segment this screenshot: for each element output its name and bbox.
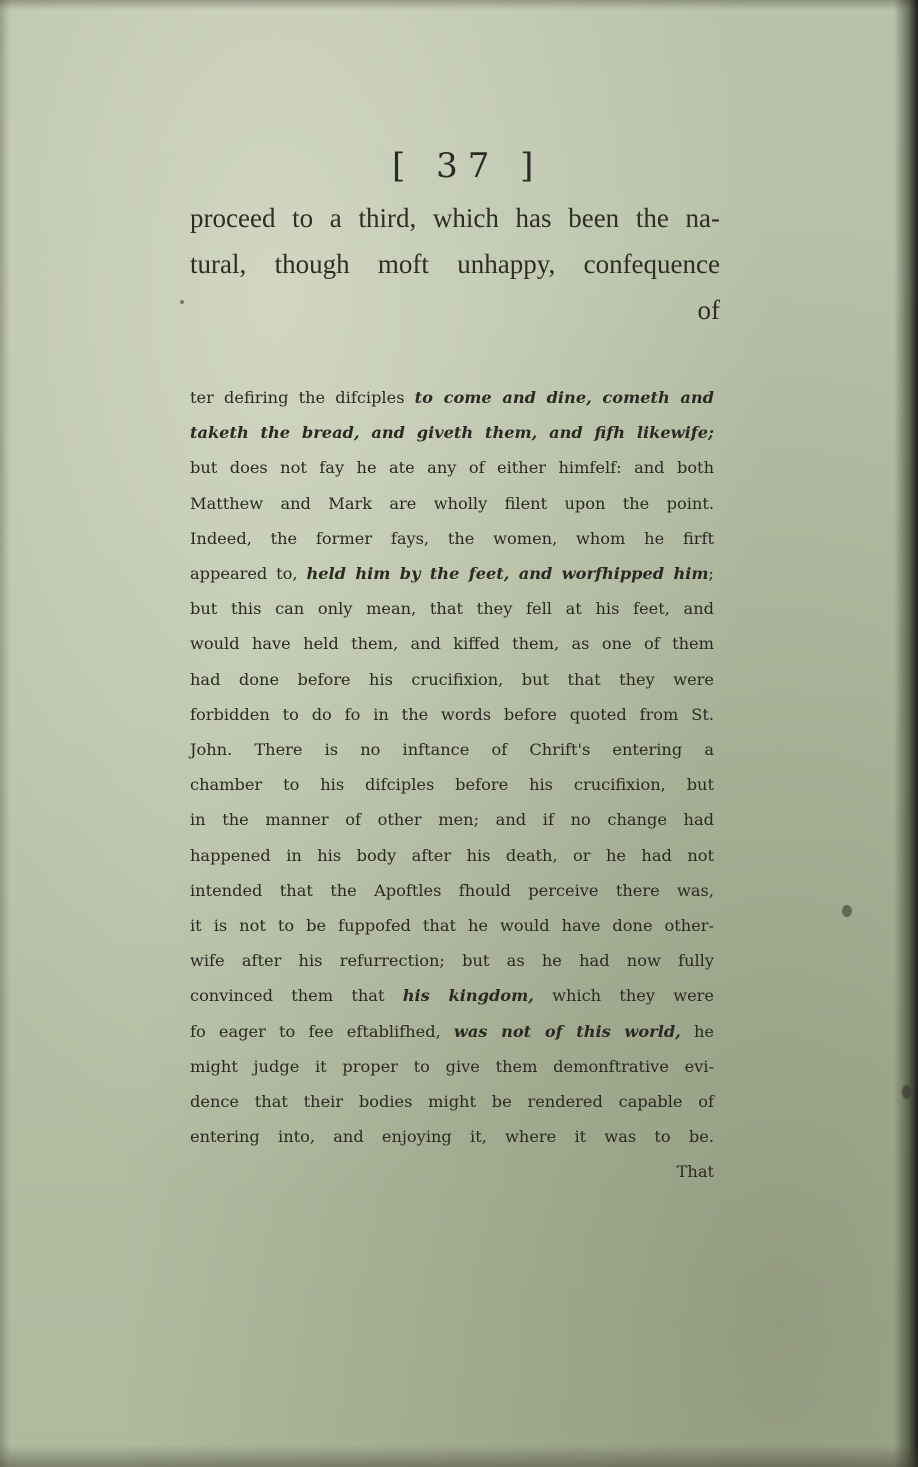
body-line [190,697,714,732]
text-run: convinced them that [190,986,403,1006]
text-run: appeared to, [190,564,307,584]
text-run: Indeed, the former fays, the women, whom he firft [190,528,714,548]
italic-phrase: held him by the feet, and worfhipped him [306,564,709,584]
text-run: That [676,1162,714,1182]
text-run: it is not to be fuppofed that he would have done other- [190,916,714,936]
body-line [190,1154,714,1189]
text-run: would have held them, and kiffed them, as one of them [190,634,714,654]
body-line [190,802,714,837]
text-run: forbidden to do fo in the words before quoted from St. [190,704,714,724]
text-run: Matthew and Mark are wholly filent upon the point. [190,493,714,513]
body-line [190,591,714,626]
body-line [190,838,714,873]
paper-blemish [902,1085,911,1099]
body-line [190,908,714,943]
text-run: which they were [533,986,715,1006]
text-run: he [680,1021,714,1041]
text-run: happened in his body after his death, or he had not [190,845,714,865]
body-line [190,1049,714,1084]
header-line: of [697,295,720,325]
italic-phrase: to come and dine, cometh and [414,388,714,407]
body-line [190,1119,714,1154]
text-run: fo eager to fee eftablifhed, [190,1021,454,1041]
text-run: intended that the Apoftles fhould perceive there was, [190,880,714,900]
text-run: in the manner of other men; and if no change had [190,810,714,830]
body-line [190,767,714,802]
body-line [190,978,714,1013]
body-line [190,1084,714,1119]
text-run: ; [708,564,714,584]
text-run: might judge it proper to give them demonftrative evi- [190,1056,714,1076]
body-line [190,662,714,697]
header-line: proceed to a third, which has been the na- [190,203,720,233]
body-line [190,415,714,450]
text-run: ter defiring the difciples [190,388,415,407]
body-text [190,380,714,1190]
text-run: entering into, and enjoying it, where it was to be. [190,1127,714,1147]
text-run: chamber to his difciples before his crucifixion, but [190,775,714,795]
body-line [190,380,714,415]
page-right-edge-shadow [894,0,918,1467]
text-run: John. There is no inftance of Chrift's entering a [190,740,714,760]
page-left-edge-shadow [0,0,10,1467]
text-run: but this can only mean, that they fell at his feet, and [190,599,714,619]
italic-phrase: was not of this world, [453,1021,681,1041]
body-line [190,732,714,767]
text-run: but does not fay he ate any of either himfelf: and both [190,458,714,478]
text-run: wife after his refurrection; but as he had now fully [190,951,714,971]
text-run: had done before his crucifixion, but that they were [190,669,714,689]
page-top-edge-shadow [0,0,918,10]
italic-phrase: his kingdom, [402,986,534,1006]
paper-blemish [180,300,184,304]
body-line [190,1014,714,1049]
body-line [190,943,714,978]
header-fragment [190,195,720,333]
body-line [190,873,714,908]
body-line [190,556,714,591]
body-line [190,450,714,485]
body-line [190,521,714,556]
paper-blemish [842,905,852,917]
page-number: [ 37 ] [392,146,544,186]
page-bottom-edge-shadow [0,1445,918,1467]
header-line: tural, though moft unhappy, confequence [190,249,720,279]
body-line [190,626,714,661]
body-line [190,486,714,521]
text-run: dence that their bodies might be rendered capable of [190,1092,714,1112]
italic-phrase: taketh the bread, and giveth them, and fifh likewife; [190,423,714,443]
